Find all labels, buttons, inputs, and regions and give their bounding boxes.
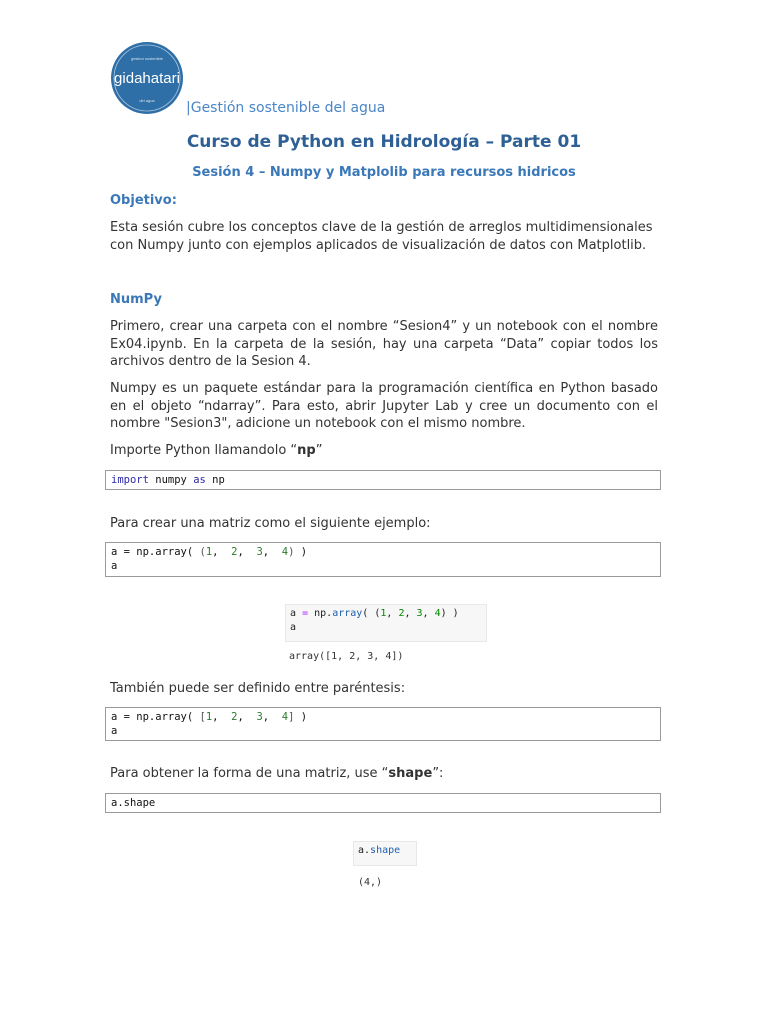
nb-num: 4 [434, 608, 441, 619]
nb-attribute: shape [370, 845, 401, 856]
code-num: 3 [256, 711, 263, 723]
code-alias: np [205, 474, 225, 486]
code-num: 2 [231, 546, 238, 558]
code-keyword-as: as [193, 474, 206, 486]
numpy-heading: NumPy [110, 292, 162, 307]
nb-num: 1 [380, 608, 387, 619]
nb-function: array [332, 608, 363, 619]
matrix-intro: Para crear una matriz como el siguiente ejemplo: [110, 516, 431, 531]
code-num: 1 [205, 546, 213, 558]
nb-module: np. [314, 608, 333, 619]
import-alias-bold: np [297, 443, 316, 458]
notebook-cell-input-1 [285, 604, 487, 642]
nb-line-1: a = np.array( (1, 2, 3, 4) ) [290, 608, 459, 619]
code-array-call: a = np.array( [111, 711, 200, 723]
code-line-1: a = np.array( (1, 2, 3, 4) ) [111, 546, 308, 558]
code-line-2: a [111, 560, 118, 572]
nb-open: ( ( [362, 608, 381, 619]
page-title: Curso de Python en Hidrología – Parte 01 [186, 132, 582, 152]
shape-bold: shape [388, 766, 433, 781]
import-instruction [110, 442, 658, 460]
logo-text: gidahatari [114, 70, 180, 87]
shape-prefix: Para obtener la forma de una matriz, use “ [110, 766, 389, 781]
code-array-call: a = np.array( [111, 546, 200, 558]
code-call-close: ) [294, 711, 308, 723]
code-open-bracket: [ [199, 711, 206, 723]
code-num: 4 [281, 711, 289, 723]
shape-instruction [110, 765, 658, 783]
parens-intro: También puede ser definido entre paréntesis: [110, 681, 406, 696]
shape-suffix: ”: [432, 766, 444, 781]
code-num: 3 [256, 546, 263, 558]
nb-num: 2 [398, 608, 405, 619]
code-module: numpy [148, 474, 194, 486]
nb-num: 3 [416, 608, 423, 619]
code-block-array-list[interactable] [105, 707, 661, 741]
code-close-paren: ) [288, 546, 295, 558]
objetivo-heading: Objetivo: [110, 193, 177, 208]
nb-var: a [290, 608, 297, 619]
code-block-import[interactable] [105, 470, 661, 490]
notebook-cell-input-2 [353, 841, 417, 866]
logo-emblem [109, 42, 185, 114]
import-prefix: Importe Python llamandolo “ [110, 443, 298, 458]
code-num: 2 [231, 711, 238, 723]
code-block-array-tuple[interactable] [105, 542, 661, 577]
notebook-output-1: array([1, 2, 3, 4]) [289, 651, 404, 662]
code-line-2: a [111, 725, 118, 737]
code-keyword-import: import [111, 474, 149, 486]
nb-line-2: a [290, 622, 297, 633]
gidahatari-logo [109, 42, 185, 114]
code-open-paren: ( [199, 546, 206, 558]
code-close-bracket: ] [288, 711, 295, 723]
import-suffix: ” [315, 443, 323, 458]
nb-operator: = [302, 608, 309, 619]
notebook-output-2: (4,) [358, 877, 383, 888]
tagline: |Gestión sostenible del agua [186, 100, 386, 116]
nb-var: a. [358, 845, 371, 856]
code-num: 1 [205, 711, 213, 723]
page-subtitle: Sesión 4 – Numpy y Matplolib para recursos hidricos [192, 165, 576, 180]
objetivo-text: Esta sesión cubre los conceptos clave de la gestión de arreglos multidimensionales con Numpy junto con ejemplos aplicados de visualización de datos con Matplotlib. [110, 220, 653, 253]
code-num: 4 [281, 546, 289, 558]
code-line-1: a = np.array( [1, 2, 3, 4] ) [111, 711, 308, 723]
numpy-paragraph-2: Numpy es un paquete estándar para la programación científica en Python basado en el objeto “ndarray”. Para esto, abrir Jupyter Lab y cree un documento con el nombre "Sesion3", adicione un notebook con el mismo nombre. [110, 381, 658, 431]
nb-close: ) ) [440, 608, 459, 619]
code-block-shape[interactable]: a.shape [105, 793, 661, 813]
numpy-paragraph-1: Primero, crear una carpeta con el nombre “Sesion4” y un notebook con el nombre Ex04.ipynb. En la carpeta de la sesión, hay una carpeta “Data” copiar todos los archivos dentro de la Sesion 4. [110, 319, 658, 369]
logo-arc-top: gestion sostenible [130, 56, 164, 61]
logo-arc-bottom: del agua [139, 98, 155, 103]
code-call-close: ) [294, 546, 308, 558]
